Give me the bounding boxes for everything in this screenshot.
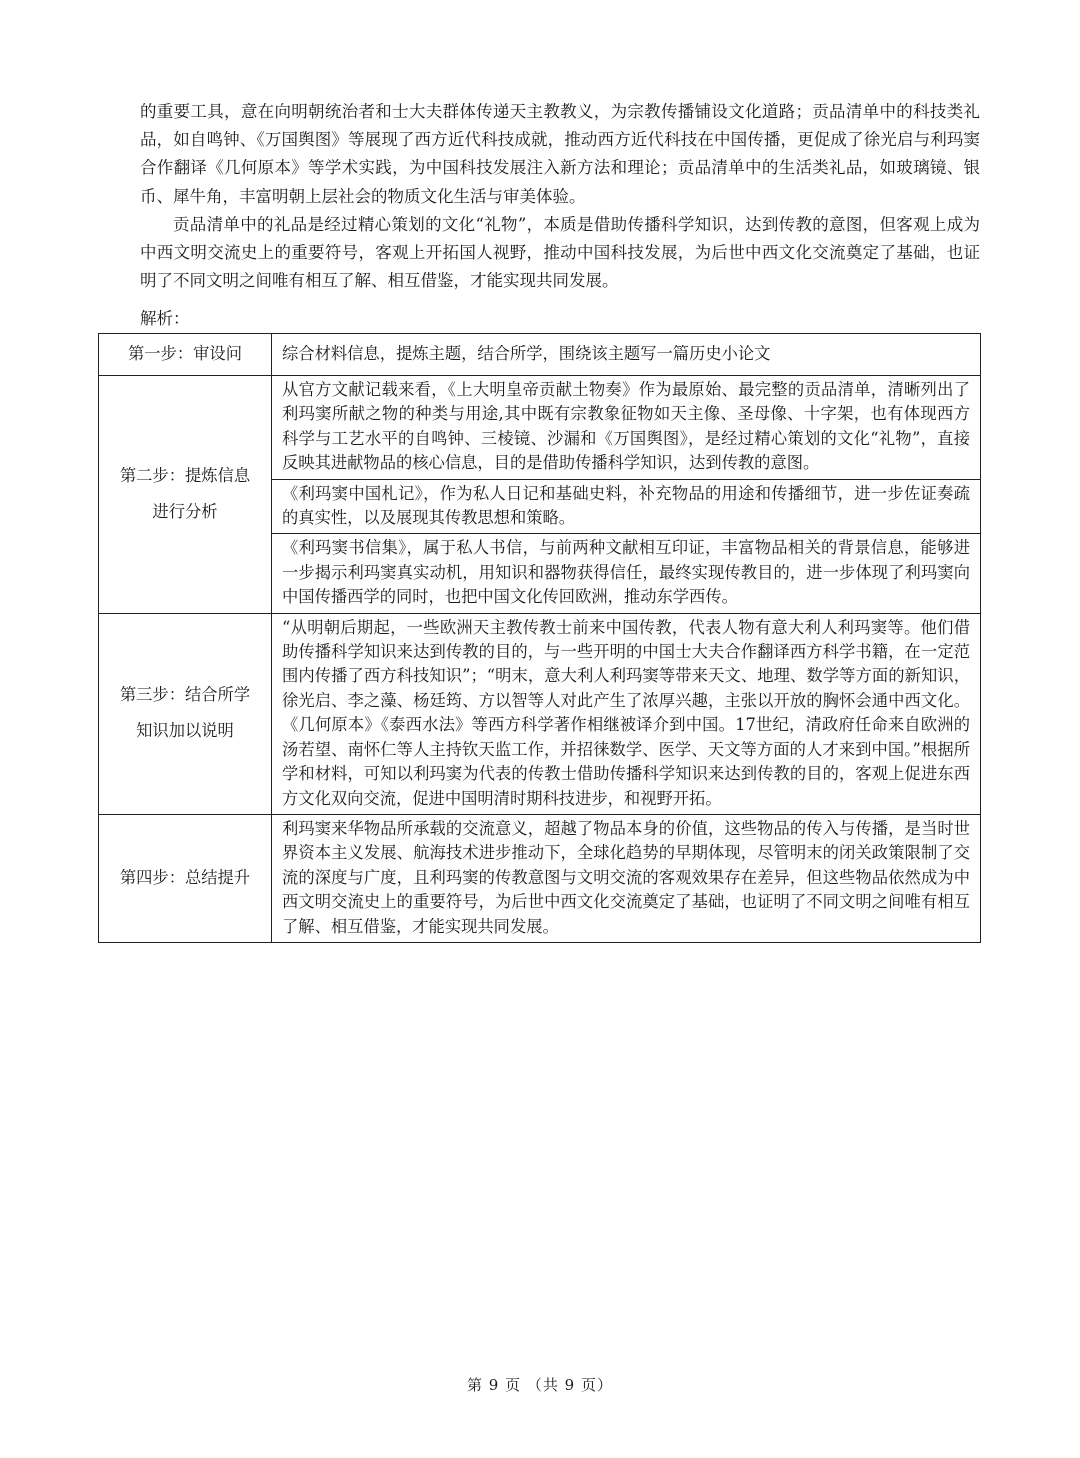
- step3-content: “从明朝后期起，一些欧洲天主教传教士前来中国传教，代表人物有意大利人利玛窦等。他们借助传播科学知识来达到传教的目的，与一些开明的中国士大夫合作翻译西方科学书籍，在一定范围内传播了西方科技知识”；“明末，意大利人利玛窦等带来天文、地理、数学等方面的新知识，徐光启、李之藻、杨廷筠、方以智等人对此产生了浓厚兴趣，主张以开放的胸怀会通中西文化。《几何原本》《泰西水法》等西方科学著作相继被译介到中国。17世纪，清政府任命来自欧洲的汤若望、南怀仁等人主持钦天监工作，并招徕数学、医学、天文等方面的人才来到中国。”根据所学和材料，可知以利玛窦为代表的传教士借助传播科学知识来达到传教的目的，客观上促进东西方文化双向交流，促进中国明清时期科技进步，和视野开拓。: [272, 613, 981, 814]
- table-row-step2a: [99, 376, 981, 480]
- page-footer: 第 9 页 （共 9 页）: [467, 1376, 613, 1394]
- step4-label: 第四步：总结提升: [99, 814, 272, 942]
- table-row-step1: [99, 334, 981, 376]
- step2-content-b: 《利玛窦中国札记》，作为私人日记和基础史料，补充物品的用途和传播细节，进一步佐证奏疏的真实性，以及展现其传教思想和策略。: [272, 479, 981, 534]
- table-row-step4: [99, 814, 981, 942]
- step2-label: [99, 376, 272, 614]
- intro-paragraph-1: 的重要工具，意在向明朝统治者和士大夫群体传递天主教教义，为宗教传播铺设文化道路；贡品清单中的科技类礼品，如自鸣钟、《万国舆图》等展现了西方近代科技成就，推动西方近代科技在中国传播，更促成了徐光启与利玛窦合作翻译《几何原本》等学术实践，为中国科技发展注入新方法和理论；贡品清单中的生活类礼品，如玻璃镜、银币、犀牛角，丰富明朝上层社会的物质文化生活与审美体验。: [140, 102, 980, 206]
- analysis-table: [98, 333, 981, 943]
- step2-label-line1: 第二步：提炼信息: [119, 465, 251, 485]
- step2-content-c: 《利玛窦书信集》，属于私人书信，与前两种文献相互印证，丰富物品相关的背景信息，能够进一步揭示利玛窦真实动机，用知识和器物获得信任，最终实现传教目的，进一步体现了利玛窦向中国传播西学的同时，也把中国文化传回欧洲，推动东学西传。: [272, 534, 981, 613]
- step1-label: 第一步：审设问: [99, 334, 272, 376]
- analysis-label: 解析：: [140, 309, 190, 328]
- step1-content: 综合材料信息，提炼主题，结合所学，围绕该主题写一篇历史小论文: [272, 334, 981, 376]
- step2-content-a: 从官方文献记载来看，《上大明皇帝贡献土物奏》作为最原始、最完整的贡品清单，清晰列出了利玛窦所献之物的种类与用途,其中既有宗教象征物如天主像、圣母像、十字架，也有体现西方科学与工艺水平的自鸣钟、三棱镜、沙漏和《万国舆图》，是经过精心策划的文化“礼物”，直接反映其进献物品的核心信息，目的是借助传播科学知识，达到传教的意图。: [272, 376, 981, 480]
- intro-paragraph-2: 贡品清单中的礼品是经过精心策划的文化“礼物”，本质是借助传播科学知识，达到传教的意图，但客观上成为中西文明交流史上的重要符号，客观上开拓国人视野，推动中国科技发展，为后世中西文化交流奠定了基础，也证明了不同文明之间唯有相互了解、相互借鉴，才能实现共同发展。: [140, 214, 980, 291]
- step3-label-line2: 知识加以说明: [136, 721, 234, 741]
- intro-text: [140, 98, 980, 295]
- step4-content: 利玛窦来华物品所承载的交流意义，超越了物品本身的价值，这些物品的传入与传播，是当时世界资本主义发展、航海技术进步推动下，全球化趋势的早期体现，尽管明末的闭关政策限制了交流的深度与广度，且利玛窦的传教意图与文明交流的客观效果存在差异，但这些物品依然成为中西文明交流史上的重要符号，为后世中西文化交流奠定了基础，也证明了不同文明之间唯有相互了解、相互借鉴，才能实现共同发展。: [272, 814, 981, 942]
- step3-label: [99, 613, 272, 814]
- step3-label-line1: 第三步：结合所学: [119, 685, 251, 705]
- step2-label-line2: 进行分析: [152, 501, 218, 521]
- table-row-step3: [99, 613, 981, 814]
